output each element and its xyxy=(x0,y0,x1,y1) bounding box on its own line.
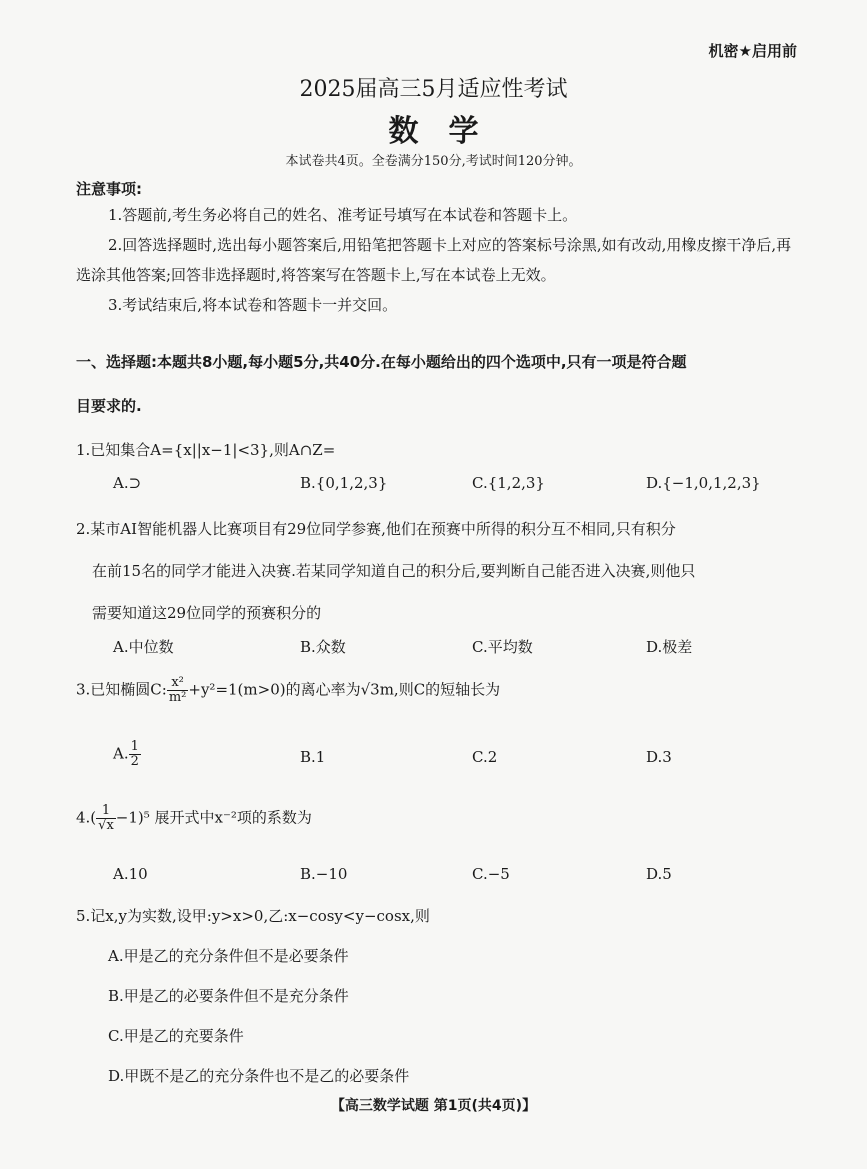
option-c: C.平均数 xyxy=(472,638,533,656)
question-prefix: 4.( xyxy=(76,808,97,827)
fraction-numerator: x² xyxy=(167,676,189,691)
option-a: A.⊃ xyxy=(113,474,142,492)
question-suffix: +y²=1(m>0)的离心率为√3m,则C的短轴长为 xyxy=(188,680,501,699)
notice-item: 3.考试结束后,将本试卷和答题卡一并交回。 xyxy=(108,296,398,314)
question-3 xyxy=(76,676,798,705)
option-d: D.甲既不是乙的充分条件也不是乙的必要条件 xyxy=(108,1067,410,1085)
question-stem: 5.记x,y为实数,设甲:y>x>0,乙:x−cosy<y−cosx,则 xyxy=(76,907,430,925)
option-d: D.极差 xyxy=(646,638,693,656)
option-c: C.−5 xyxy=(472,865,510,883)
option-c: C.{1,2,3} xyxy=(472,474,545,492)
fraction-denominator: √x xyxy=(98,818,114,833)
question-prefix: 3.已知椭圆C: xyxy=(76,680,167,699)
fraction-denominator: 2 xyxy=(130,754,139,769)
fraction xyxy=(96,804,116,833)
question-stem: 1.已知集合A={x||x−1|<3},则A∩Z= xyxy=(76,441,336,459)
option-a: A.甲是乙的充分条件但不是必要条件 xyxy=(108,947,349,965)
fraction-numerator: 1 xyxy=(96,804,116,819)
option-c: C.甲是乙的充要条件 xyxy=(108,1027,244,1045)
section-heading-line: 一、选择题:本题共8小题,每小题5分,共40分.在每小题给出的四个选项中,只有一项是符合题 xyxy=(76,353,687,371)
fraction xyxy=(167,676,189,705)
question-line: 在前15名的同学才能进入决赛.若某同学知道自己的积分后,要判断自己能否进入决赛,则他只 xyxy=(92,562,696,580)
fraction-denominator: m² xyxy=(168,690,187,705)
question-2 xyxy=(76,508,798,634)
fraction-numerator: 1 xyxy=(130,739,139,754)
notice-item: 1.答题前,考生务必将自己的姓名、准考证号填写在本试卷和答题卡上。 xyxy=(108,206,578,224)
option-b: B.{0,1,2,3} xyxy=(300,474,388,492)
notice-heading: 注意事项: xyxy=(76,180,142,198)
question-line: 2.某市AI智能机器人比赛项目有29位同学参赛,他们在预赛中所得的积分互不相同,只有积分 xyxy=(76,520,676,538)
exam-title: 2025届高三5月适应性考试 xyxy=(299,77,568,102)
question-line: 需要知道这29位同学的预赛积分的 xyxy=(92,604,322,622)
confidential-label: 机密★启用前 xyxy=(708,42,797,60)
page-footer: 【高三数学试题 第1页(共4页)】 xyxy=(330,1098,537,1114)
option-b: B.众数 xyxy=(300,638,346,656)
exam-info: 本试卷共4页。全卷满分150分,考试时间120分钟。 xyxy=(285,154,582,169)
option-b: B.1 xyxy=(300,748,326,766)
option-b: B.甲是乙的必要条件但不是充分条件 xyxy=(108,987,349,1005)
option-c: C.2 xyxy=(472,748,498,766)
option-b: B.−10 xyxy=(300,865,348,883)
option-a: A.10 xyxy=(113,865,148,883)
fraction xyxy=(129,740,141,769)
option-d: D.5 xyxy=(646,865,672,883)
question-5 xyxy=(76,896,798,936)
option-d: D.{−1,0,1,2,3} xyxy=(646,474,761,492)
section-heading-line: 目要求的. xyxy=(76,397,142,415)
section-heading xyxy=(76,340,798,428)
option-label: A. xyxy=(113,744,129,763)
option-d: D.3 xyxy=(646,748,672,766)
subject-title: 数学 xyxy=(388,114,509,149)
option-a: A.中位数 xyxy=(113,638,174,656)
question-1 xyxy=(76,430,798,470)
notice-item: 2.回答选择题时,选出每小题答案后,用铅笔把答题卡上对应的答案标号涂黑,如有改动,用橡皮擦干净后,再选涂其他答案;回答非选择题时,将答案写在答题卡上,写在本试卷上无效。 xyxy=(76,236,792,284)
notice-list xyxy=(76,200,796,320)
question-4 xyxy=(76,804,798,833)
option-a xyxy=(113,740,141,769)
question-suffix: −1)⁵ 展开式中x⁻²项的系数为 xyxy=(115,808,312,827)
